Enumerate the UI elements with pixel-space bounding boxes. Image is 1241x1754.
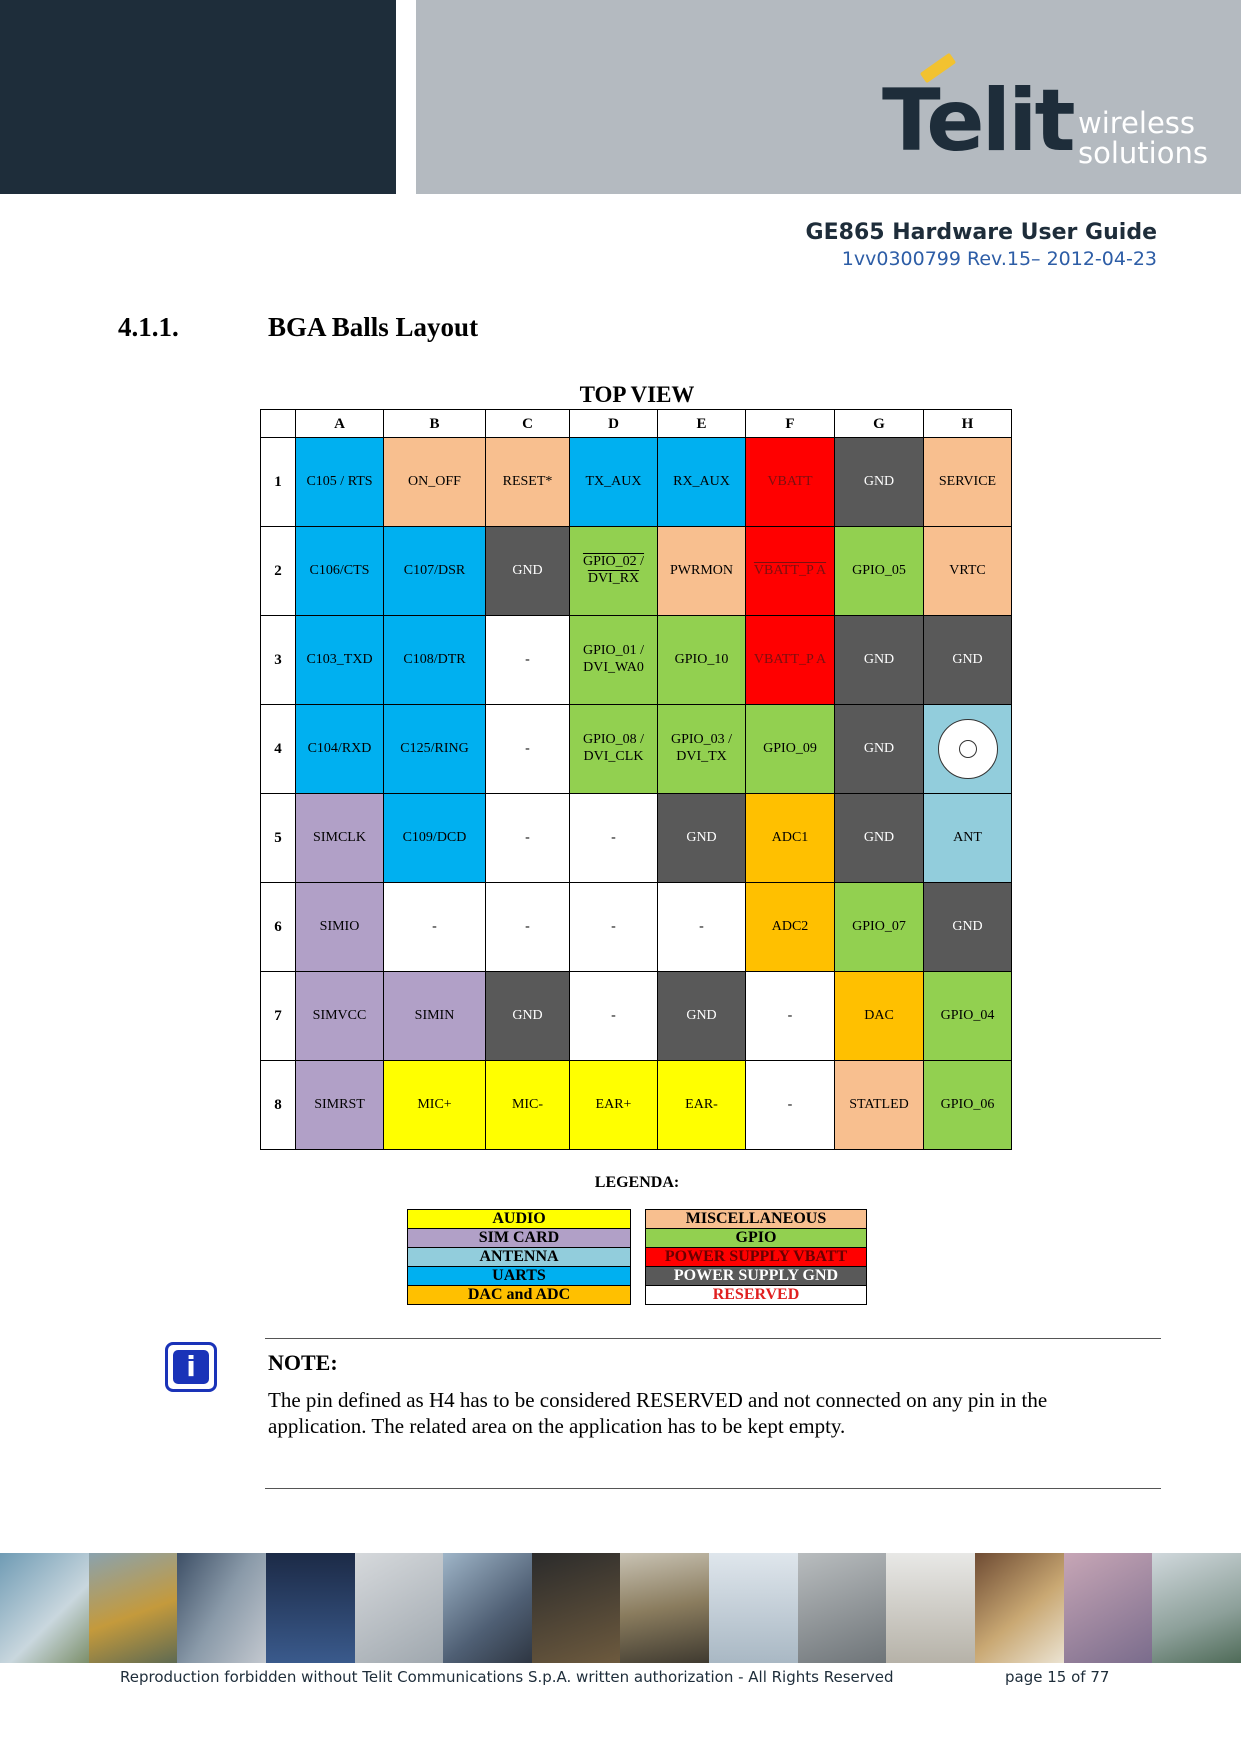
- table-row: [261, 972, 1012, 1061]
- pin-cell: C108/DTR: [384, 616, 486, 705]
- pin-cell: -: [384, 883, 486, 972]
- pin-cell: GND: [835, 616, 924, 705]
- note-heading: NOTE:: [268, 1350, 338, 1375]
- pin-cell: SIMCLK: [296, 794, 384, 883]
- footer-page-number: page 15 of 77: [1005, 1668, 1110, 1686]
- table-header-row: [261, 410, 1012, 438]
- pin-cell: -: [746, 972, 835, 1061]
- pin-cell: -: [570, 972, 658, 1061]
- pin-cell: GPIO_10: [658, 616, 746, 705]
- pin-cell: ADC2: [746, 883, 835, 972]
- row-header: 3: [261, 616, 296, 705]
- row-header: 6: [261, 883, 296, 972]
- pin-cell: -: [570, 883, 658, 972]
- footer-photo: [355, 1553, 444, 1663]
- pin-cell: GPIO_04: [924, 972, 1012, 1061]
- column-header: E: [658, 410, 746, 438]
- table-row: [261, 794, 1012, 883]
- footer-photo: [886, 1553, 975, 1663]
- pin-cell: GPIO_01 / DVI_WA0: [570, 616, 658, 705]
- note-divider-bottom: [265, 1488, 1161, 1489]
- legend-item-sim-card: SIM CARD: [408, 1229, 631, 1248]
- header-dark-panel: [0, 0, 396, 194]
- legend-item-gpio: GPIO: [646, 1229, 867, 1248]
- pin-cell: GPIO_09: [746, 705, 835, 794]
- pin-cell: C104/RXD: [296, 705, 384, 794]
- row-header: 2: [261, 527, 296, 616]
- bga-pin-table: [260, 409, 1012, 1150]
- column-header: B: [384, 410, 486, 438]
- pin-cell: -: [486, 794, 570, 883]
- pin-cell: ADC1: [746, 794, 835, 883]
- pin-cell: GND: [835, 794, 924, 883]
- pin-cell: GPIO_03 / DVI_TX: [658, 705, 746, 794]
- info-glyph: i: [173, 1350, 209, 1384]
- footer-photo: [798, 1553, 887, 1663]
- logo-tagline: [1078, 108, 1208, 169]
- pin-cell: C103_TXD: [296, 616, 384, 705]
- tagline-line1: wireless: [1078, 106, 1196, 140]
- legend-item-antenna: ANTENNA: [408, 1248, 631, 1267]
- pin-cell: ON_OFF: [384, 438, 486, 527]
- footer-photo: [1152, 1553, 1241, 1663]
- row-header: 1: [261, 438, 296, 527]
- pin-cell: -: [486, 883, 570, 972]
- pin-cell: GND: [835, 438, 924, 527]
- pin-cell: GPIO_05: [835, 527, 924, 616]
- pin-cell: C105 / RTS: [296, 438, 384, 527]
- note-divider-top: [265, 1338, 1161, 1339]
- pin-cell: GPIO_08 / DVI_CLK: [570, 705, 658, 794]
- column-header: C: [486, 410, 570, 438]
- pin-cell: RX_AUX: [658, 438, 746, 527]
- column-header: D: [570, 410, 658, 438]
- corner-cell: [261, 410, 296, 438]
- column-header: A: [296, 410, 384, 438]
- table-row: [261, 438, 1012, 527]
- legend-item-uarts: UARTS: [408, 1267, 631, 1286]
- pin-cell: SIMVCC: [296, 972, 384, 1061]
- pin-cell: DAC: [835, 972, 924, 1061]
- pin-cell: GND: [924, 616, 1012, 705]
- pin-cell: GND: [486, 972, 570, 1061]
- pin-cell-reserved: [924, 705, 1012, 794]
- footer-photo: [1064, 1553, 1153, 1663]
- pin-cell: MIC-: [486, 1061, 570, 1150]
- pin-cell: -: [486, 616, 570, 705]
- pin-cell: MIC+: [384, 1061, 486, 1150]
- note-text: The pin defined as H4 has to be considered RESERVED and not connected on any pin in the application. The related area on the application has to be kept empty.: [268, 1388, 1048, 1438]
- footer-photo: [177, 1553, 266, 1663]
- footer-photo: [89, 1553, 178, 1663]
- pin-cell: GPIO_07: [835, 883, 924, 972]
- pin-cell: STATLED: [835, 1061, 924, 1150]
- table-row: [261, 705, 1012, 794]
- pin-cell: -: [570, 794, 658, 883]
- pin-cell: RESET*: [486, 438, 570, 527]
- footer-photo: [975, 1553, 1064, 1663]
- footer-photo: [709, 1553, 798, 1663]
- pin-cell: TX_AUX: [570, 438, 658, 527]
- pin-cell: SIMIO: [296, 883, 384, 972]
- legend-left-table: [407, 1209, 631, 1305]
- pin-cell: GND: [924, 883, 1012, 972]
- column-header: G: [835, 410, 924, 438]
- table-row: [261, 616, 1012, 705]
- pin-cell: ANT: [924, 794, 1012, 883]
- footer-copyright: Reproduction forbidden without Telit Communications S.p.A. written authorization - All Rights Reserved: [120, 1668, 894, 1686]
- pin-cell: GND: [486, 527, 570, 616]
- footer-photo: [620, 1553, 709, 1663]
- table-row: [261, 1061, 1012, 1150]
- telit-logo: Telit: [882, 71, 1073, 171]
- document-revision: 1vv0300799 Rev.15– 2012-04-23: [841, 248, 1157, 270]
- tagline-line2: solutions: [1078, 136, 1208, 171]
- footer-photo: [532, 1553, 621, 1663]
- pin-cell: VBATT_P A: [746, 527, 835, 616]
- pin-cell: GND: [658, 794, 746, 883]
- pin-cell: PWRMON: [658, 527, 746, 616]
- footer-photo: [443, 1553, 532, 1663]
- pin-cell: GND: [835, 705, 924, 794]
- pin-cell: -: [486, 705, 570, 794]
- pin-cell: -: [658, 883, 746, 972]
- pin-cell: EAR+: [570, 1061, 658, 1150]
- row-header: 8: [261, 1061, 296, 1150]
- pin-cell: EAR-: [658, 1061, 746, 1150]
- legend-right-table: [645, 1209, 867, 1305]
- column-header: H: [924, 410, 1012, 438]
- reserved-ring-icon: [938, 719, 998, 779]
- legend-item-reserved: RESERVED: [646, 1286, 867, 1305]
- pin-cell: SIMIN: [384, 972, 486, 1061]
- legend-item-power-vbatt: POWER SUPPLY VBATT: [646, 1248, 867, 1267]
- pin-cell: C106/CTS: [296, 527, 384, 616]
- info-icon: [165, 1342, 217, 1392]
- footer-photo-strip: [0, 1553, 1241, 1663]
- pin-cell: GND: [658, 972, 746, 1061]
- table-row: [261, 527, 1012, 616]
- pin-cell: SERVICE: [924, 438, 1012, 527]
- column-header: F: [746, 410, 835, 438]
- pin-cell: VBATT_P A: [746, 616, 835, 705]
- pin-cell: SIMRST: [296, 1061, 384, 1150]
- pin-cell: C107/DSR: [384, 527, 486, 616]
- pin-cell: -: [746, 1061, 835, 1150]
- pin-cell: GPIO_02 / DVI_RX: [570, 527, 658, 616]
- legend-item-dac-adc: DAC and ADC: [408, 1286, 631, 1305]
- legend-item-audio: AUDIO: [408, 1210, 631, 1229]
- legend-title: LEGENDA:: [594, 1174, 680, 1191]
- footer-photo: [0, 1553, 89, 1663]
- pin-cell: C125/RING: [384, 705, 486, 794]
- row-header: 7: [261, 972, 296, 1061]
- legend-item-power-gnd: POWER SUPPLY GND: [646, 1267, 867, 1286]
- pin-cell: C109/DCD: [384, 794, 486, 883]
- footer-photo: [266, 1553, 355, 1663]
- pin-cell: GPIO_06: [924, 1061, 1012, 1150]
- row-header: 4: [261, 705, 296, 794]
- table-row: [261, 883, 1012, 972]
- legend-item-miscellaneous: MISCELLANEOUS: [646, 1210, 867, 1229]
- table-title: TOP VIEW: [579, 382, 695, 407]
- row-header: 5: [261, 794, 296, 883]
- document-title: GE865 Hardware User Guide: [805, 220, 1157, 245]
- pin-cell: VBATT: [746, 438, 835, 527]
- pin-cell: VRTC: [924, 527, 1012, 616]
- section-number: 4.1.1.: [118, 312, 179, 342]
- section-title: BGA Balls Layout: [268, 312, 479, 342]
